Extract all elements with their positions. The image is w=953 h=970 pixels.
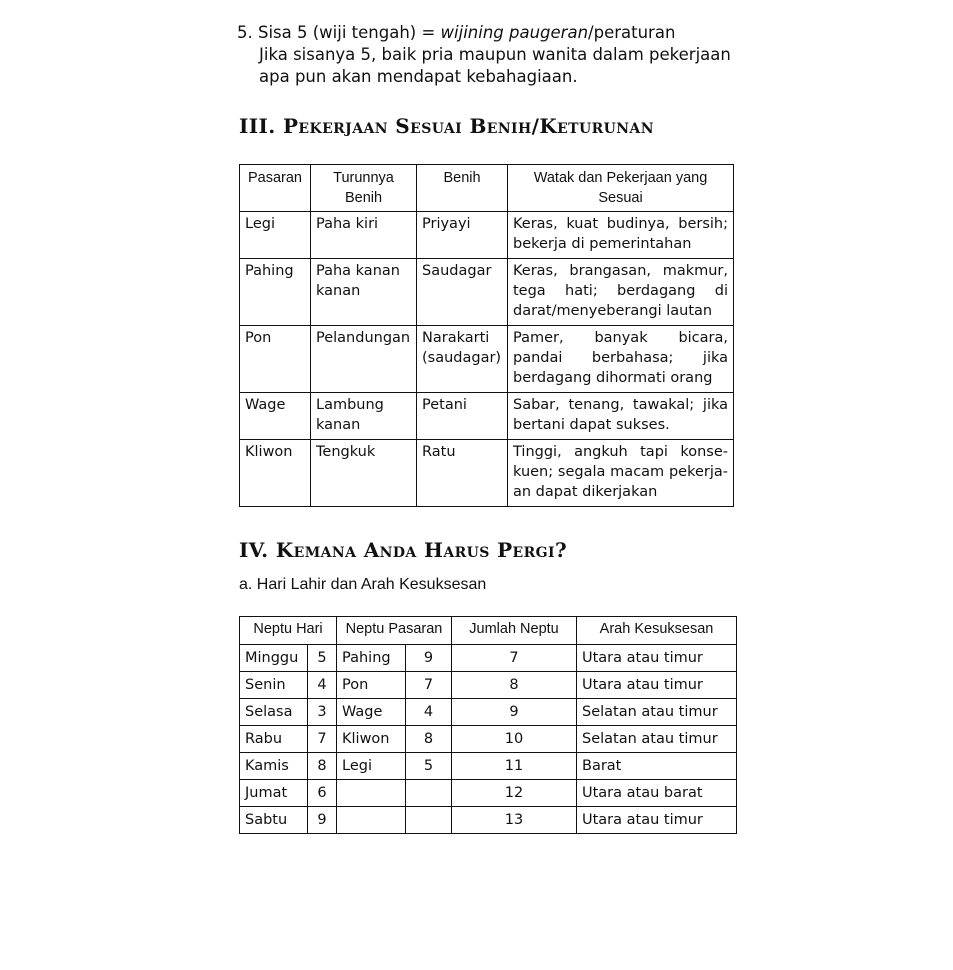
cell-neptu-pasaran: 9 [406,645,452,672]
cell-arah: Barat [577,753,737,780]
cell-hari: Rabu [240,726,308,753]
cell-pasaran: Kliwon [240,440,311,507]
table-row [240,780,737,807]
col-jumlah-neptu: Jumlah Neptu [452,617,577,645]
table-row [240,726,737,753]
arah-table [239,616,737,834]
cell-neptu-hari: 5 [308,645,337,672]
cell-hari: Jumat [240,780,308,807]
cell-turunnya-benih: Paha kiri [311,212,417,259]
cell-neptu-hari: 7 [308,726,337,753]
table-row [240,326,734,393]
cell-turunnya-benih: Lambung kanan [311,393,417,440]
cell-pasaran [337,807,406,834]
col-neptu-hari: Neptu Hari [240,617,337,645]
cell-neptu-hari: 4 [308,672,337,699]
cell-turunnya-benih: Pelandungan [311,326,417,393]
intro-line-2: Jika sisanya 5, baik pria maupun wanita dalam pekerjaan [259,45,731,64]
section-4-subtitle: a. Hari Lahir dan Arah Kesuksesan [239,576,487,593]
cell-arah: Utara atau timur [577,807,737,834]
cell-jumlah-neptu: 10 [452,726,577,753]
cell-pasaran: Pahing [240,259,311,326]
col-turunnya-benih: Turunnya Benih [311,165,417,212]
cell-pasaran: Pon [337,672,406,699]
cell-watak: Keras, brangasan, makmur, tega hati; berdagang di darat/menyeberangi lautan [508,259,734,326]
cell-hari: Senin [240,672,308,699]
cell-pasaran: Wage [240,393,311,440]
intro-line-1 [237,22,757,44]
table-row [240,259,734,326]
cell-jumlah-neptu: 9 [452,699,577,726]
cell-pasaran: Wage [337,699,406,726]
cell-neptu-pasaran: 5 [406,753,452,780]
cell-pasaran: Kliwon [337,726,406,753]
benih-table-header [240,165,734,212]
section-3-heading: III. Pekerjaan Sesuai Benih/Keturunan [239,114,654,138]
table-row [240,645,737,672]
cell-arah: Utara atau barat [577,780,737,807]
cell-watak: Sabar, tenang, tawakal; jika bertani dapat sukses. [508,393,734,440]
intro-suffix: /peraturan [588,23,676,42]
table-row [240,440,734,507]
cell-watak: Pamer, banyak bicara, pandai berbahasa; jika berdagang dihormati orang [508,326,734,393]
intro-prefix: 5. Sisa 5 (wiji tengah) = [237,23,441,42]
cell-arah: Selatan atau timur [577,726,737,753]
intro-line-3: apa pun akan mendapat kebahagiaan. [259,67,578,86]
table-row [240,807,737,834]
cell-pasaran: Legi [240,212,311,259]
cell-hari: Selasa [240,699,308,726]
cell-jumlah-neptu: 8 [452,672,577,699]
cell-turunnya-benih: Tengkuk [311,440,417,507]
cell-arah: Utara atau timur [577,672,737,699]
col-neptu-pasaran: Neptu Pasaran [337,617,452,645]
cell-jumlah-neptu: 12 [452,780,577,807]
cell-neptu-hari: 3 [308,699,337,726]
intro-italic-term: wijining paugeran [440,23,589,42]
col-pasaran: Pasaran [240,165,311,212]
cell-neptu-hari: 6 [308,780,337,807]
cell-pasaran [337,780,406,807]
cell-neptu-hari: 9 [308,807,337,834]
cell-neptu-pasaran [406,807,452,834]
cell-neptu-hari: 8 [308,753,337,780]
cell-neptu-pasaran: 7 [406,672,452,699]
cell-benih: Saudagar [417,259,508,326]
cell-neptu-pasaran: 4 [406,699,452,726]
cell-benih: Petani [417,393,508,440]
intro-paragraph [237,22,757,88]
cell-hari: Kamis [240,753,308,780]
cell-arah: Selatan atau timur [577,699,737,726]
cell-jumlah-neptu: 11 [452,753,577,780]
cell-jumlah-neptu: 7 [452,645,577,672]
col-watak: Watak dan Pekerjaan yang Sesuai [508,165,734,212]
table-row [240,699,737,726]
cell-hari: Sabtu [240,807,308,834]
cell-hari: Minggu [240,645,308,672]
col-benih: Benih [417,165,508,212]
section-4-heading: IV. Kemana Anda Harus Pergi? [239,538,568,562]
cell-turunnya-benih: Paha kanan kanan [311,259,417,326]
cell-watak: Tinggi, angkuh tapi konse-kuen; segala macam pekerja-an dapat dikerjakan [508,440,734,507]
arah-table-header [240,617,737,645]
benih-table [239,164,734,507]
cell-benih: Narakarti (saudagar) [417,326,508,393]
cell-pasaran: Pon [240,326,311,393]
table-row [240,753,737,780]
table-row [240,672,737,699]
cell-pasaran: Legi [337,753,406,780]
cell-neptu-pasaran [406,780,452,807]
cell-jumlah-neptu: 13 [452,807,577,834]
cell-benih: Priyayi [417,212,508,259]
table-row [240,393,734,440]
cell-pasaran: Pahing [337,645,406,672]
cell-arah: Utara atau timur [577,645,737,672]
col-arah-kesuksesan: Arah Kesuksesan [577,617,737,645]
cell-watak: Keras, kuat budinya, bersih; bekerja di pemerintahan [508,212,734,259]
table-row [240,212,734,259]
cell-benih: Ratu [417,440,508,507]
cell-neptu-pasaran: 8 [406,726,452,753]
